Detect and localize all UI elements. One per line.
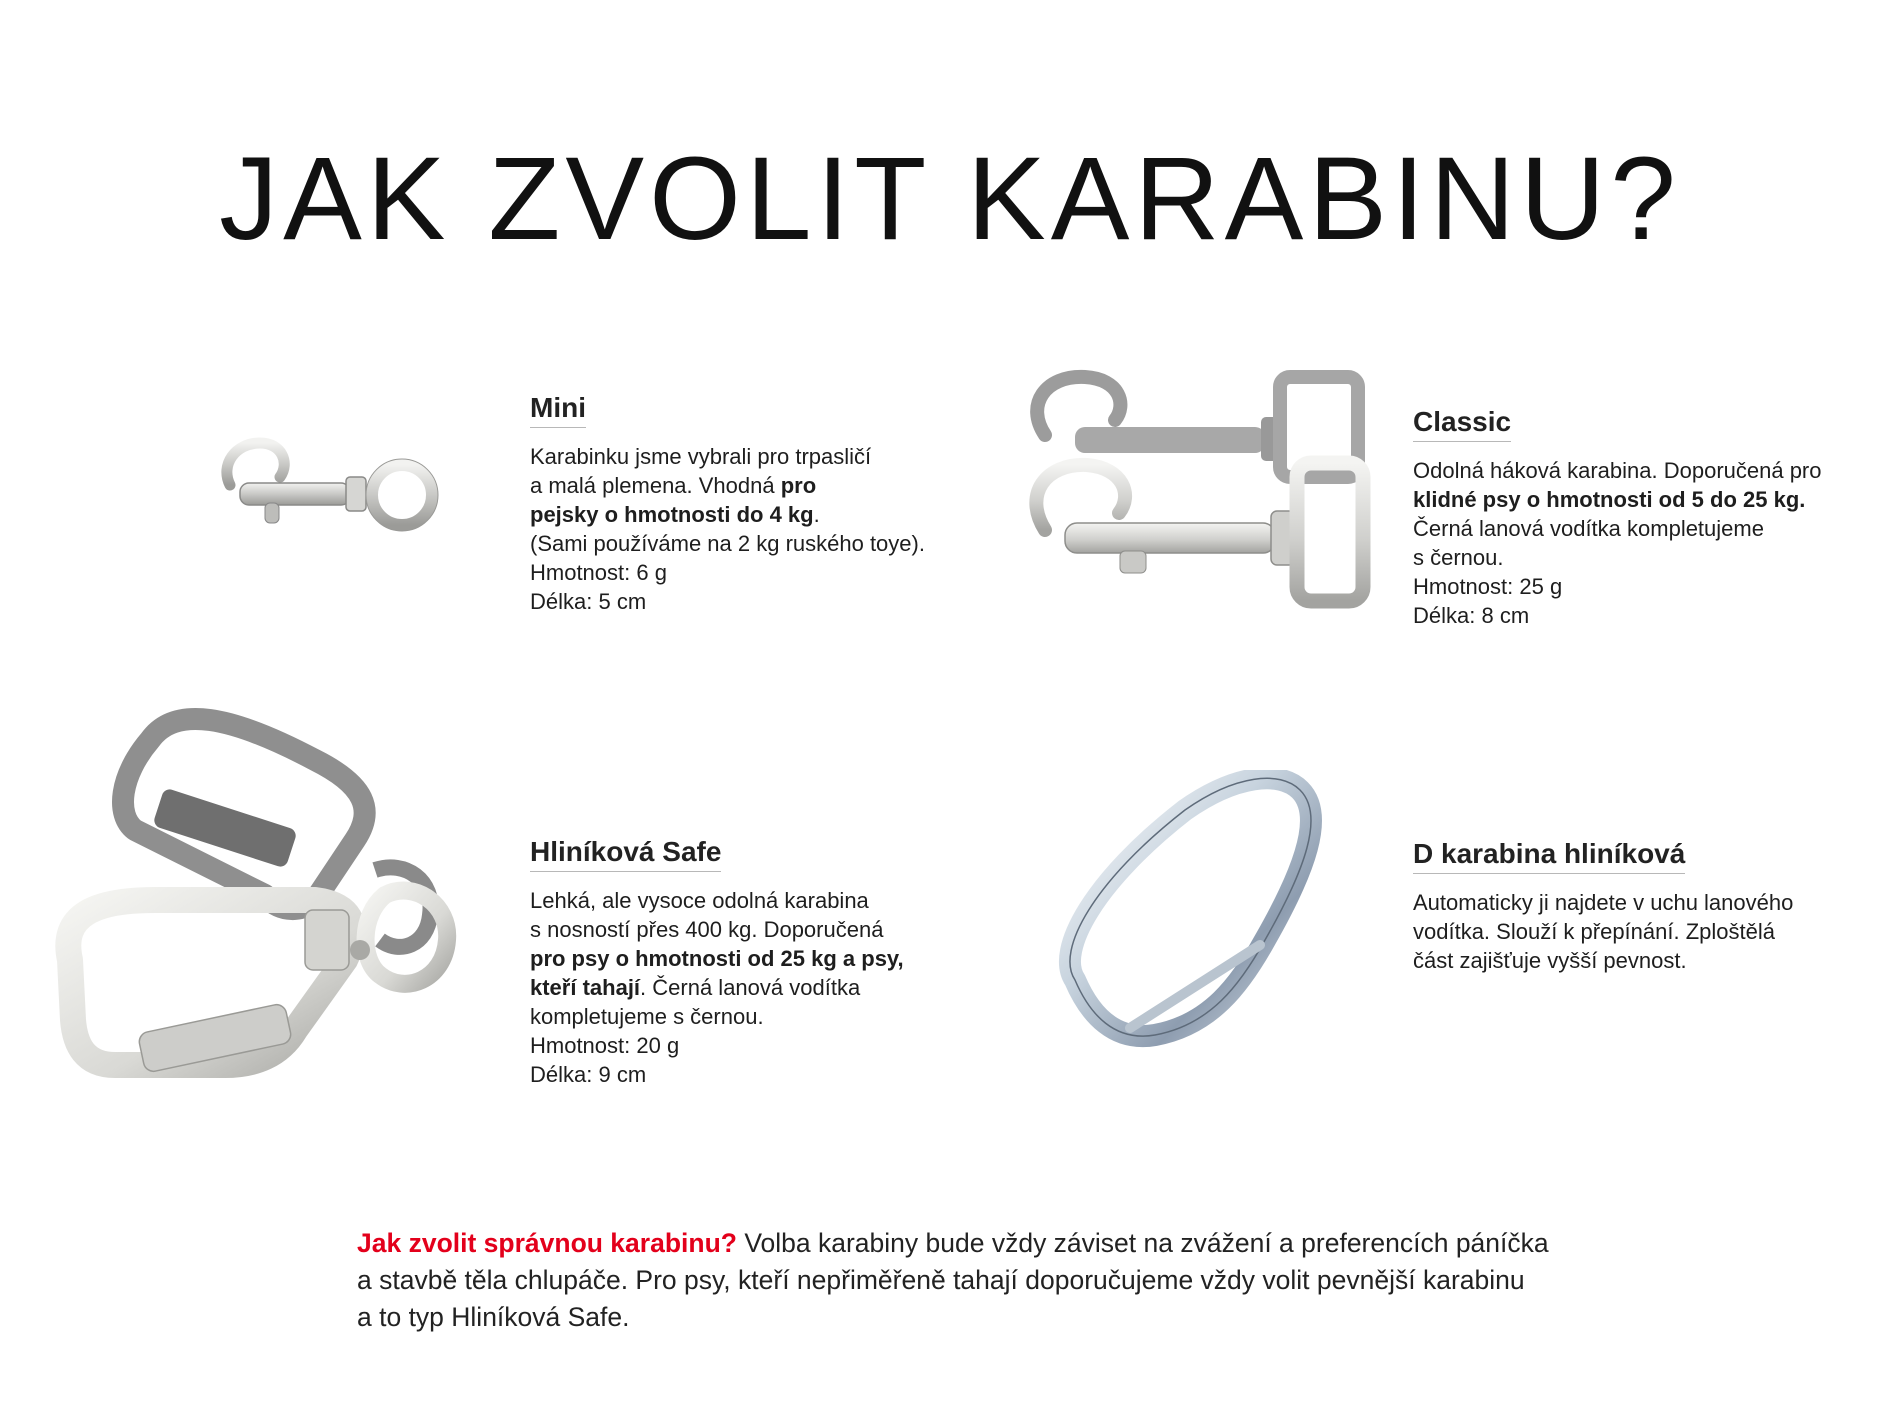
footer-advice: Jak zvolit správnou karabinu? Volba karabiny bude vždy záviset na zvážení a preferencích páníčka a stavbě těla chlupáče. Pro psy, kteří nepřiměřeně tahají doporučujeme vždy volit pevnější karabinu a to typ Hliníková Safe. — [357, 1228, 1549, 1332]
length-spec: Délka: 9 cm — [530, 1062, 647, 1087]
locking-carabiner-swivel-pair-icon — [55, 700, 475, 1090]
product-description: Lehká, ale vysoce odolná karabina s nosností přes 400 kg. Doporučená pro psy o hmotnosti od 25 kg a psy, kteří tahají. Černá lanová vodítka kompletujeme s černou. Hmotnost: 20 g Délka: 9 cm — [530, 886, 1000, 1089]
bolt-snap-hook-pair-icon — [1015, 365, 1375, 625]
page-title: JAK ZVOLIT KARABINU? — [219, 133, 1681, 265]
d-carabiner-icon — [1035, 770, 1365, 1060]
product-description: Odolná háková karabina. Doporučená pro klidné psy o hmotnosti od 5 do 25 kg. Černá lanová vodítka kompletujeme s černou. Hmotnost: 25 g Délka: 8 cm — [1413, 456, 1883, 630]
weight-spec: Hmotnost: 20 g — [530, 1033, 680, 1058]
product-heading: Hliníková Safe — [530, 836, 721, 872]
product-block-mini — [530, 392, 1000, 616]
product-block-d-karabina — [1413, 838, 1883, 975]
footer-question: Jak zvolit správnou karabinu? — [357, 1228, 737, 1258]
product-heading: Classic — [1413, 406, 1511, 442]
product-heading: D karabina hliníková — [1413, 838, 1685, 874]
product-heading: Mini — [530, 392, 586, 428]
product-block-hlinikova-safe — [530, 836, 1000, 1089]
length-spec: Délka: 5 cm — [530, 589, 647, 614]
product-description: Karabinku jsme vybrali pro trpasličí a malá plemena. Vhodná pro pejsky o hmotnosti do 4 kg. (Sami používáme na 2 kg ruského toye). Hmotnost: 6 g Délka: 5 cm — [530, 442, 1000, 616]
length-spec: Délka: 8 cm — [1413, 603, 1530, 628]
swivel-snap-hook-small-icon — [210, 425, 450, 555]
product-block-classic — [1413, 406, 1883, 630]
product-description: Automaticky ji najdete v uchu lanového vodítka. Slouží k přepínání. Zploštělá část zajišťuje vyšší pevnost. — [1413, 890, 1794, 973]
weight-spec: Hmotnost: 25 g — [1413, 574, 1563, 599]
weight-spec: Hmotnost: 6 g — [530, 560, 667, 585]
